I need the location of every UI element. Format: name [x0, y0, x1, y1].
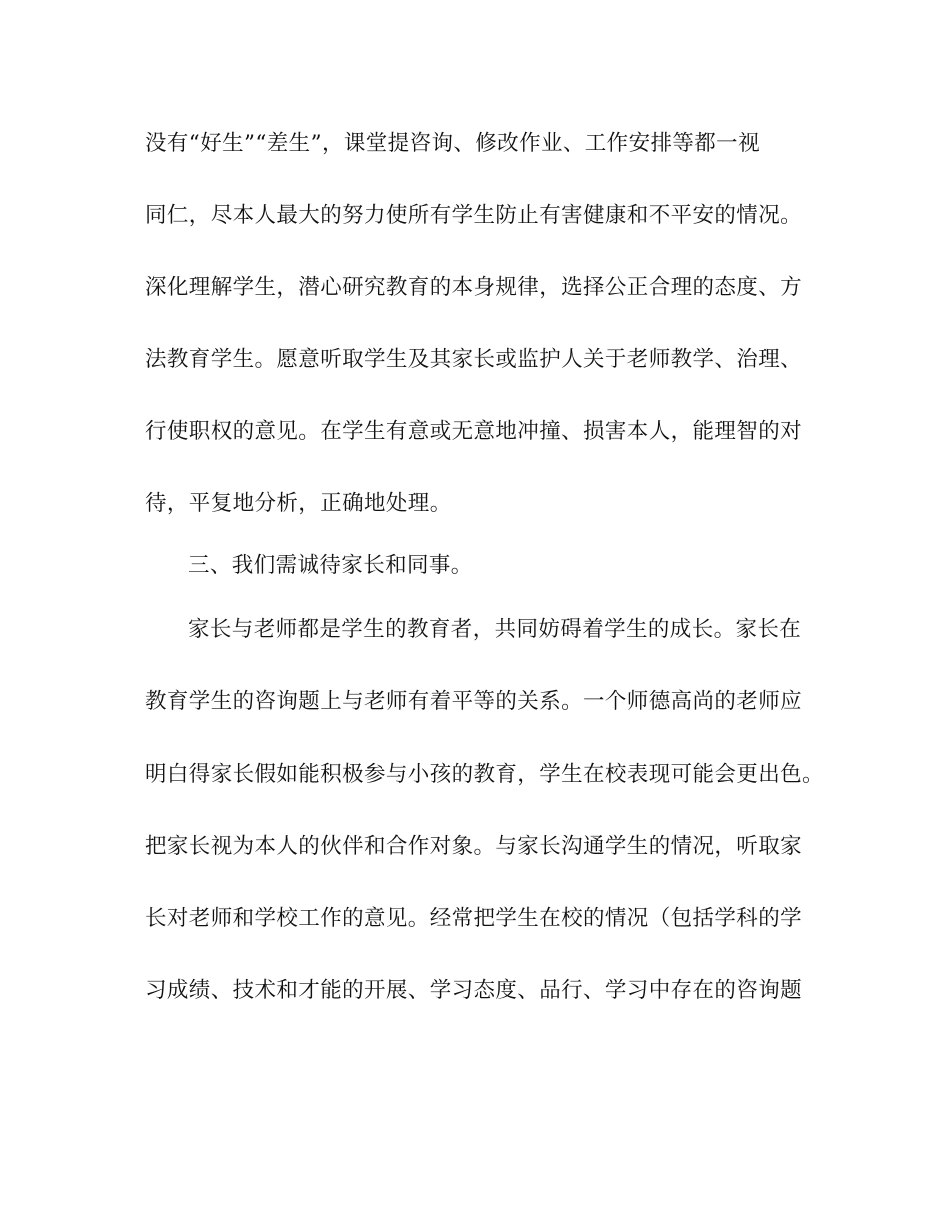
- text-line-13: 习成绩、技术和才能的开展、学习态度、品行、学习中存在的咨询题: [145, 978, 803, 1003]
- text-line-8: 家长与老师都是学生的教育者，共同妨碍着学生的成长。家长在: [188, 617, 802, 642]
- text-line-9: 教育学生的咨询题上与老师有着平等的关系。一个师德高尚的老师应: [145, 689, 803, 714]
- text-line-11: 把家长视为本人的伙伴和合作对象。与家长沟通学生的情况，听取家: [145, 834, 803, 859]
- text-line-4: 法教育学生。愿意听取学生及其家长或监护人关于老师教学、治理、: [145, 347, 803, 372]
- text-line-10: 明白得家长假如能积极参与小孩的教育，学生在校表现可能会更出色。: [145, 762, 824, 787]
- text-line-3: 深化理解学生，潜心研究教育的本身规律，选择公正合理的态度、方: [145, 275, 803, 300]
- text-line-1: 没有“好生”“差生”，课堂提咨询、修改作业、工作安排等都一视: [145, 131, 760, 156]
- text-line-5: 行使职权的意见。在学生有意或无意地冲撞、损害本人，能理智的对: [145, 419, 803, 444]
- text-line-12: 长对老师和学校工作的意见。经常把学生在校的情况（包括学科的学: [145, 906, 803, 931]
- text-line-2: 同仁，尽本人最大的努力使所有学生防止有害健康和不平安的情况。: [145, 203, 803, 228]
- text-line-6: 待，平复地分析，正确地处理。: [145, 491, 452, 516]
- section-heading: 三、我们需诚待家长和同事。: [188, 553, 473, 578]
